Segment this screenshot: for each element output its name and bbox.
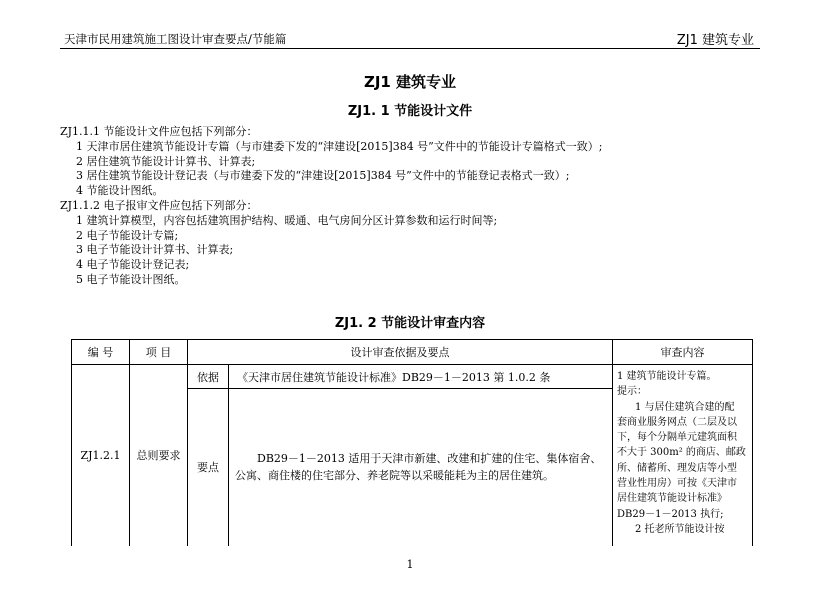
table-header-row	[72, 340, 753, 365]
row-code: ZJ1.2.1	[72, 365, 130, 546]
basis-label: 依据	[188, 365, 229, 389]
review-table	[71, 339, 753, 546]
clause-1-1-1-head: ZJ1.1.1 节能设计文件应包括下列部分：	[60, 125, 258, 138]
basis-text: 《天津市居住建筑节能设计标准》DB29－1－2013 第 1.0.2 条	[229, 365, 613, 389]
clause-1-1-1-item: 1 天津市居住建筑节能设计专篇（与市建委下发的“津建设[2015]384 号”文件中的节能设计专篇格式一致）;	[76, 139, 603, 153]
header-item: 项 目	[130, 340, 188, 365]
clause-1-1-2-item: 4 电子节能设计登记表;	[76, 258, 190, 272]
section-content	[60, 125, 760, 288]
content-line: DB29－1－2013 执行;	[617, 508, 724, 520]
table-row	[72, 365, 753, 389]
clause-1-1-2-item: 1 建筑计算模型，内容包括建筑围护结构、暖通、电气房间分区计算参数和运行时间等;	[76, 213, 498, 227]
content-line: 套商业服务网点（二层及以	[617, 416, 737, 428]
header-code: 编 号	[72, 340, 130, 365]
header-content: 审查内容	[613, 340, 753, 365]
content-line: 所、储蓄所、理发店等小型	[617, 462, 737, 474]
header-divider	[60, 48, 760, 49]
clause-1-1-2-item: 2 电子节能设计专篇;	[76, 228, 179, 242]
review-content	[613, 365, 753, 546]
content-line: 下，每个分隔单元建筑面积	[617, 432, 737, 444]
section-title: ZJ1. 1 节能设计文件	[347, 104, 473, 119]
content-line: 提示：	[617, 386, 647, 398]
points-text: DB29－1－2013 适用于天津市新建、改建和扩建的住宅、集体宿舍、公寓、商住楼的住宅部分、养老院等以采暖能耗为主的居住建筑。	[229, 389, 613, 546]
clause-1-1-2-item: 5 电子节能设计图纸。	[76, 272, 186, 286]
clause-1-1-1-item: 4 节能设计图纸。	[76, 184, 164, 198]
clause-1-1-2-head: ZJ1.1.2 电子报审文件应包括下列部分：	[60, 198, 258, 212]
content-line: 1 与居住建筑合建的配	[635, 401, 735, 413]
clause-1-1-1-item: 3 居住建筑节能设计登记表（与市建委下发的“津建设[2015]384 号”文件中的节能登记表格式一致）;	[76, 169, 570, 183]
running-header-chapter: ZJ1 建筑专业	[676, 33, 754, 48]
content-line: 1 建筑节能设计专篇。	[617, 371, 717, 382]
row-item: 总则要求	[130, 365, 188, 546]
content-line: 营业性用房）可按《天津市	[617, 478, 737, 490]
chapter-title: ZJ1 建筑专业	[363, 73, 457, 91]
header-basis: 设计审查依据及要点	[188, 340, 613, 365]
clause-1-1-1-item: 2 居住建筑节能设计计算书、计算表;	[76, 154, 256, 168]
content-line: 居住建筑节能设计标准》	[617, 493, 727, 505]
table-section-title: ZJ1. 2 节能设计审查内容	[334, 316, 486, 331]
points-label: 要点	[188, 389, 229, 546]
clause-1-1-2-item: 3 电子节能设计计算书、计算表;	[76, 243, 234, 257]
content-line: 不大于 300m² 的商店、邮政	[617, 447, 746, 459]
page-number: 1	[406, 558, 414, 571]
content-line: 2 托老所节能设计按	[635, 523, 725, 535]
running-header-title: 天津市民用建筑施工图设计审查要点/节能篇	[64, 32, 287, 46]
